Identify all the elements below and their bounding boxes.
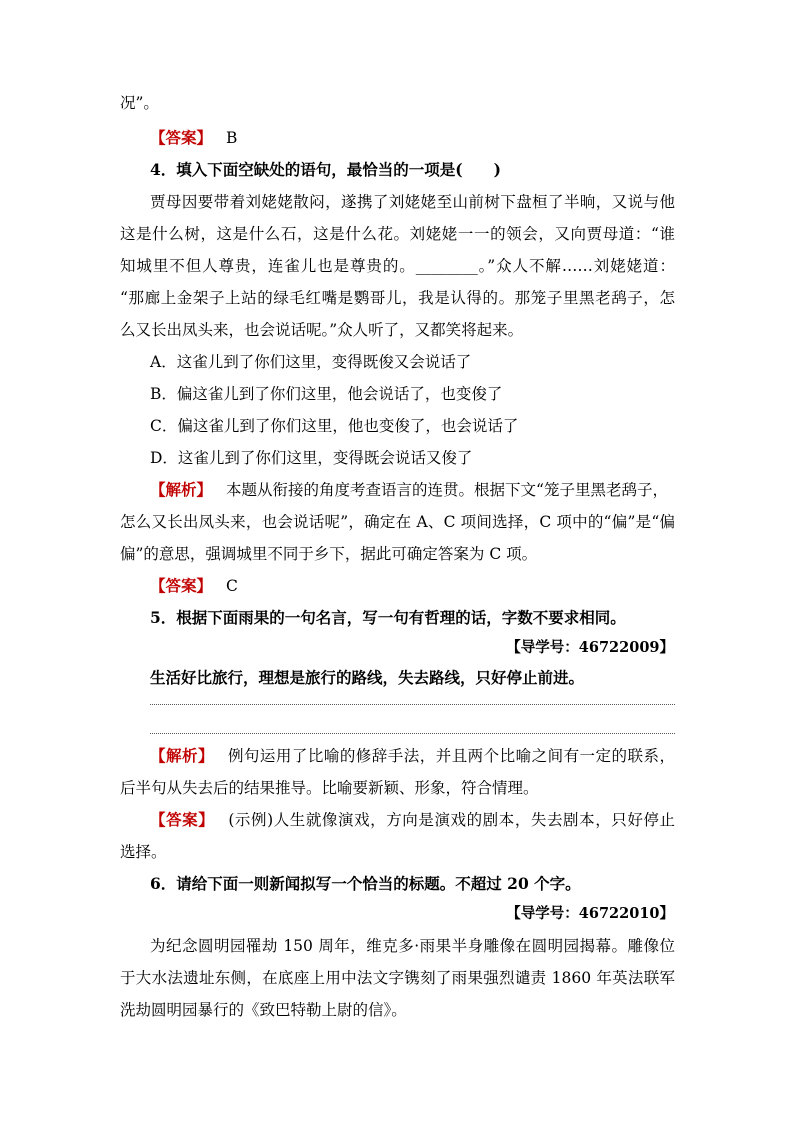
option-a: A．这雀儿到了你们这里，变得既俊又会说话了 xyxy=(150,353,472,371)
question-4-title: 4．填入下面空缺处的语句，最恰当的一项是( ) xyxy=(150,160,501,179)
passage-line xyxy=(120,256,675,276)
quote-line: 生活好比旅行，理想是旅行的路线，失去路线，只好停止前进。 xyxy=(150,668,585,687)
option-c: C．偏这雀儿到了你们这里，他也变俊了，也会说话了 xyxy=(150,417,519,435)
analysis-label: 【解析】 xyxy=(150,480,213,499)
news-line: 为纪念圆明园罹劫 150 周年，维克多·雨果半身雕像在圆明园揭幕。雕像位 xyxy=(150,937,675,955)
passage-line: 么又长出凤头来，也会说话呢。”众人听了，又都笑将起来。 xyxy=(120,321,524,339)
answer-line xyxy=(150,576,675,596)
option-d: D．这雀儿到了你们这里，变得既会说话又俊了 xyxy=(150,449,473,467)
analysis-line: 后半句从失去后的结果推导。比喻要新颖、形象，符合情理。 xyxy=(120,779,539,797)
answer-label: 【答案】 xyxy=(150,576,213,595)
analysis-text: 例句运用了比喻的修辞手法，并且两个比喻之间有一定的联系， xyxy=(227,747,675,765)
option-b: B．偏这雀儿到了你们这里，他会说话了，也变俊了 xyxy=(150,385,503,403)
answer-value: C xyxy=(226,577,238,595)
study-number: 【导学号：46722009】 xyxy=(506,639,674,656)
analysis-line xyxy=(150,746,675,766)
news-line: 洗劫圆明园暴行的《致巴特勒上尉的信》。 xyxy=(120,1001,407,1019)
answer-line xyxy=(150,810,675,830)
analysis-text: 本题从衔接的角度考查语言的连贯。根据下文“笼子里黑老鸹子， xyxy=(226,481,668,499)
text-line: 况”。 xyxy=(120,94,159,112)
passage-line: 这是什么树，这是什么石，这是什么花。刘姥姥一一的领会，又向贾母道：“谁 xyxy=(120,225,675,243)
passage-line: “那廊上金架子上站的绿毛红嘴是鹦哥儿，我是认得的。那笼子里黑老鸹子，怎 xyxy=(120,289,675,307)
analysis-line xyxy=(150,480,675,500)
passage-text: 。”众人不解……刘姥姥道： xyxy=(477,257,675,275)
answer-label: 【答案】 xyxy=(150,128,213,147)
study-number: 【导学号：46722010】 xyxy=(506,905,674,922)
answer-label: 【答案】 xyxy=(150,810,215,829)
answer-line xyxy=(150,128,675,148)
question-5-title: 5．根据下面雨果的一句名言，写一句有哲理的话，字数不要求相同。 xyxy=(150,608,626,627)
answer-dotted-line xyxy=(150,704,675,705)
passage-text: 知城里不但人尊贵，连雀儿也是尊贵的。 xyxy=(120,257,416,275)
news-line: 于大水法遗址东侧，在底座上用中法文字镌刻了雨果强烈谴责 1860 年英法联军 xyxy=(120,969,675,987)
analysis-line: 偏”的意思，强调城里不同于乡下，据此可确定答案为 C 项。 xyxy=(120,545,538,563)
passage-line: 贾母因要带着刘姥姥散闷，遂携了刘姥姥至山前树下盘桓了半晌，又说与他 xyxy=(150,193,675,211)
analysis-label: 【解析】 xyxy=(150,746,214,765)
answer-dotted-line xyxy=(150,733,675,734)
question-6-title: 6．请给下面一则新闻拟写一个恰当的标题。不超过 20 个字。 xyxy=(150,874,581,893)
answer-value: B xyxy=(226,129,238,147)
fill-in-blank: ________ xyxy=(415,257,478,275)
answer-line: 选择。 xyxy=(120,843,167,861)
answer-text: (示例)人生就像演戏，方向是演戏的剧本，失去剧本，只好停止 xyxy=(228,811,675,829)
analysis-line: 怎么又长出凤头来，也会说话呢”，确定在 A、C 项间选择，C 项中的“偏”是“偏 xyxy=(120,513,675,531)
